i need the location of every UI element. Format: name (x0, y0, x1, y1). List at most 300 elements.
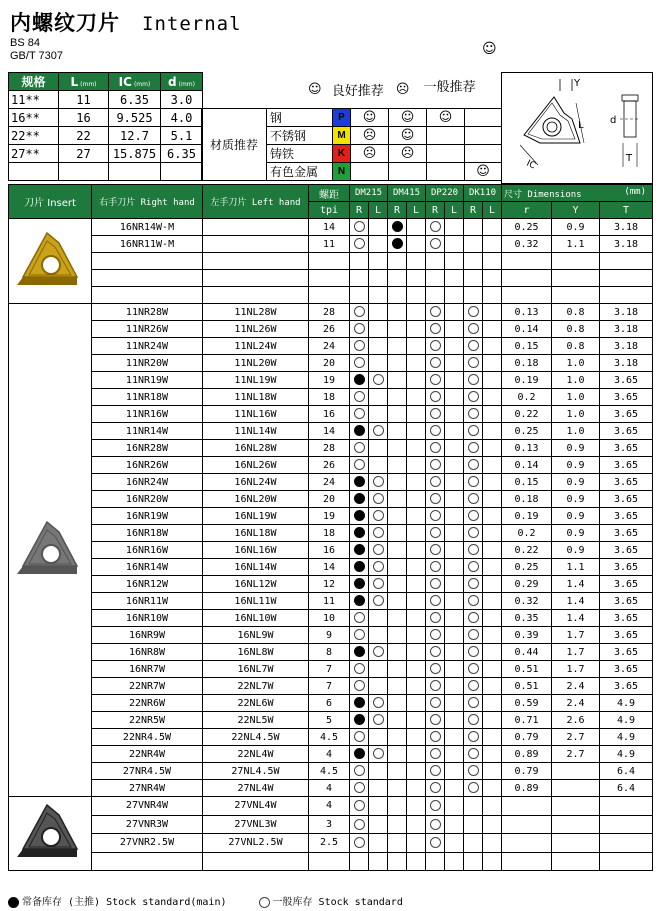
cell-stock (426, 695, 445, 712)
cell-right (92, 287, 203, 304)
spec-cell: 16** (9, 109, 59, 127)
cell-stock (388, 559, 407, 576)
cell-dim-r: 0.71 (502, 712, 552, 729)
cell-stock (388, 678, 407, 695)
cell-right: 27VNR2.5W (92, 834, 203, 853)
cell-dim-t: 4.9 (600, 712, 653, 729)
cell-stock (464, 815, 483, 834)
cell-stock (388, 746, 407, 763)
cell-stock (350, 644, 369, 661)
cell-stock (350, 440, 369, 457)
stock-general-icon (373, 578, 384, 589)
material-table (201, 108, 502, 181)
cell-dim-r: 0.29 (502, 576, 552, 593)
cell-dim-y: 1.7 (552, 627, 600, 644)
cell-stock (426, 440, 445, 457)
cell-stock (483, 423, 502, 440)
stock-general-icon (468, 442, 479, 453)
cell-stock (407, 389, 426, 406)
stock-general-icon (430, 595, 441, 606)
cell-stock (464, 304, 483, 321)
cell-dim-t (600, 253, 653, 270)
stock-general-icon (354, 442, 365, 453)
stock-general-icon (354, 612, 365, 623)
cell-stock (350, 559, 369, 576)
cell-stock (369, 712, 388, 729)
cell-tpi: 8 (309, 644, 350, 661)
cell-stock (426, 559, 445, 576)
cell-stock (407, 270, 426, 287)
cell-stock (350, 372, 369, 389)
insert-image (9, 304, 92, 797)
cell-stock (445, 236, 464, 253)
cell-stock (426, 236, 445, 253)
cell-stock (407, 491, 426, 508)
cell-stock (369, 852, 388, 871)
stock-general-icon (354, 731, 365, 742)
stock-general-icon (468, 612, 479, 623)
cell-stock (369, 321, 388, 338)
cell-stock (369, 763, 388, 780)
cell-stock (350, 304, 369, 321)
stock-general-icon (468, 629, 479, 640)
stock-general-icon (373, 476, 384, 487)
cell-stock (369, 780, 388, 797)
cell-tpi: 26 (309, 321, 350, 338)
cell-left: 16NL7W (203, 661, 309, 678)
cell-stock (369, 219, 388, 236)
table-row (9, 389, 653, 406)
cell-stock (426, 797, 445, 816)
cell-stock (426, 491, 445, 508)
cell-right: 27VNR4W (92, 797, 203, 816)
cell-stock (445, 338, 464, 355)
cell-stock (426, 253, 445, 270)
header-hand: L (369, 202, 388, 219)
cell-stock (407, 559, 426, 576)
cell-stock (388, 593, 407, 610)
cell-stock (426, 780, 445, 797)
cell-stock (407, 610, 426, 627)
smiley-good-icon: ☺ (400, 109, 415, 125)
cell-dim-y: 0.9 (552, 457, 600, 474)
stock-general-icon (468, 374, 479, 385)
stock-general-icon (430, 731, 441, 742)
cell-dim-r: 0.15 (502, 338, 552, 355)
material-mark (351, 145, 389, 163)
cell-dim-r: 0.32 (502, 236, 552, 253)
cell-stock (407, 338, 426, 355)
stock-general-icon (468, 731, 479, 742)
cell-right: 16NR11W-M (92, 236, 203, 253)
stock-general-icon (468, 561, 479, 572)
cell-stock (445, 593, 464, 610)
stock-general-icon (430, 510, 441, 521)
cell-tpi: 4 (309, 746, 350, 763)
stock-general-icon (468, 425, 479, 436)
smiley-general-icon: ☹ (395, 81, 410, 97)
stock-general-icon (430, 800, 441, 811)
cell-dim-r: 0.2 (502, 525, 552, 542)
table-row (9, 338, 653, 355)
cell-stock (483, 729, 502, 746)
cell-stock (464, 834, 483, 853)
material-name: 铸铁 (267, 145, 333, 163)
cell-tpi: 16 (309, 406, 350, 423)
cell-stock (426, 834, 445, 853)
cell-stock (445, 508, 464, 525)
table-row (9, 372, 653, 389)
cell-stock (426, 423, 445, 440)
cell-stock (426, 270, 445, 287)
cell-tpi (309, 287, 350, 304)
stock-general-icon (354, 391, 365, 402)
cell-stock (445, 559, 464, 576)
cell-dim-t: 3.18 (600, 219, 653, 236)
cell-dim-y: 1.4 (552, 610, 600, 627)
cell-stock (445, 729, 464, 746)
cell-stock (445, 355, 464, 372)
diagram-label-y: Y (574, 78, 581, 89)
table-row (9, 474, 653, 491)
cell-stock (483, 593, 502, 610)
header-insert: 刀片 Insert (9, 185, 92, 219)
cell-dim-y (552, 253, 600, 270)
cell-stock (407, 236, 426, 253)
spec-cell: 5.1 (161, 127, 203, 145)
cell-left: 11NL19W (203, 372, 309, 389)
header-hand: R (426, 202, 445, 219)
stock-general-icon (468, 493, 479, 504)
stock-general-icon (430, 765, 441, 776)
cell-right: 22NR6W (92, 695, 203, 712)
cell-stock (483, 525, 502, 542)
cell-dim-y (552, 834, 600, 853)
cell-dim-r: 0.19 (502, 372, 552, 389)
cell-stock (350, 525, 369, 542)
cell-stock (388, 610, 407, 627)
cell-dim-t: 3.18 (600, 355, 653, 372)
stock-general-icon (354, 782, 365, 793)
table-row (9, 491, 653, 508)
cell-tpi: 18 (309, 389, 350, 406)
cell-dim-r: 0.25 (502, 423, 552, 440)
spec-cell: 11 (59, 91, 109, 109)
cell-stock (464, 644, 483, 661)
cell-dim-r (502, 287, 552, 304)
stock-general-icon (468, 323, 479, 334)
stock-general-icon (468, 646, 479, 657)
cell-stock (369, 491, 388, 508)
cell-dim-t: 3.18 (600, 236, 653, 253)
stock-main-icon (354, 374, 365, 385)
cell-stock (350, 423, 369, 440)
header-hand: L (483, 202, 502, 219)
stock-general-icon (354, 629, 365, 640)
cell-tpi: 4.5 (309, 729, 350, 746)
cell-stock (369, 423, 388, 440)
cell-stock (464, 423, 483, 440)
cell-dim-y: 0.8 (552, 338, 600, 355)
cell-stock (426, 219, 445, 236)
stock-general-icon (468, 476, 479, 487)
cell-stock (407, 627, 426, 644)
cell-stock (426, 372, 445, 389)
cell-stock (445, 270, 464, 287)
cell-stock (407, 304, 426, 321)
cell-dim-r: 0.13 (502, 304, 552, 321)
cell-dim-y (552, 852, 600, 871)
cell-stock (445, 440, 464, 457)
stock-general-icon (430, 612, 441, 623)
cell-stock (426, 661, 445, 678)
cell-left: 11NL16W (203, 406, 309, 423)
cell-dim-t: 3.65 (600, 474, 653, 491)
cell-left: 16NL9W (203, 627, 309, 644)
cell-stock (426, 746, 445, 763)
cell-stock (464, 406, 483, 423)
cell-tpi: 7 (309, 678, 350, 695)
cell-dim-t: 3.65 (600, 406, 653, 423)
cell-stock (464, 797, 483, 816)
material-mark (427, 127, 465, 145)
header-dim-r: r (502, 202, 552, 219)
cell-dim-y: 1.4 (552, 576, 600, 593)
spec-cell: 11** (9, 91, 59, 109)
cell-stock (407, 474, 426, 491)
spec-cell (59, 163, 109, 181)
cell-stock (426, 815, 445, 834)
cell-stock (445, 780, 464, 797)
cell-stock (464, 321, 483, 338)
cell-tpi: 6 (309, 695, 350, 712)
smiley-good-icon: ☺ (400, 127, 415, 143)
cell-stock (407, 797, 426, 816)
header-grade: DM215 (350, 185, 388, 202)
diagram-label-l: L (578, 120, 584, 131)
cell-right: 16NR12W (92, 576, 203, 593)
cell-stock (426, 644, 445, 661)
cell-stock (350, 695, 369, 712)
cell-left (203, 253, 309, 270)
stock-main-icon (354, 425, 365, 436)
cell-stock (445, 321, 464, 338)
stock-general-icon (468, 408, 479, 419)
cell-right: 16NR9W (92, 627, 203, 644)
cell-stock (388, 474, 407, 491)
standard-code: BS 84 (10, 37, 40, 49)
cell-dim-y: 1.7 (552, 661, 600, 678)
stock-general-icon (373, 425, 384, 436)
cell-stock (445, 852, 464, 871)
stock-general-icon (430, 714, 441, 725)
cell-stock (388, 355, 407, 372)
stock-main-icon (354, 527, 365, 538)
cell-stock (369, 815, 388, 834)
cell-stock (369, 593, 388, 610)
cell-stock (369, 576, 388, 593)
cell-stock (464, 780, 483, 797)
cell-stock (483, 372, 502, 389)
table-row (9, 834, 653, 853)
cell-right: 16NR14W-M (92, 219, 203, 236)
cell-stock (483, 338, 502, 355)
cell-stock (407, 678, 426, 695)
cell-tpi: 24 (309, 474, 350, 491)
table-row (9, 815, 653, 834)
insert-grey-icon (15, 514, 85, 584)
cell-dim-y: 0.8 (552, 304, 600, 321)
cell-stock (483, 815, 502, 834)
header-hand: L (407, 202, 426, 219)
cell-right: 16NR20W (92, 491, 203, 508)
cell-stock (445, 287, 464, 304)
cell-dim-r (502, 270, 552, 287)
stock-general-icon (430, 374, 441, 385)
spec-cell: 22 (59, 127, 109, 145)
cell-right (92, 253, 203, 270)
cell-stock (426, 610, 445, 627)
cell-stock (426, 474, 445, 491)
cell-stock (464, 576, 483, 593)
material-code-tag: N (337, 166, 346, 177)
stock-general-icon (468, 306, 479, 317)
cell-dim-y (552, 797, 600, 816)
cell-right: 16NR11W (92, 593, 203, 610)
stock-general-icon (373, 697, 384, 708)
cell-stock (445, 746, 464, 763)
cell-stock (388, 542, 407, 559)
material-code (333, 145, 351, 163)
page-title: 内螺纹刀片 Internal (10, 11, 242, 35)
cell-dim-y: 1.0 (552, 389, 600, 406)
cell-stock (388, 287, 407, 304)
cell-stock (483, 712, 502, 729)
cell-stock (464, 729, 483, 746)
header-grade: DP220 (426, 185, 464, 202)
stock-general-icon (373, 714, 384, 725)
stock-general-icon (354, 765, 365, 776)
cell-stock (464, 763, 483, 780)
stock-general-icon (373, 544, 384, 555)
table-row (9, 559, 653, 576)
cell-dim-t: 3.65 (600, 491, 653, 508)
cell-stock (350, 780, 369, 797)
cell-stock (426, 576, 445, 593)
cell-dim-y: 0.9 (552, 525, 600, 542)
cell-stock (369, 253, 388, 270)
cell-stock (369, 525, 388, 542)
material-mark (389, 163, 427, 181)
cell-stock (445, 304, 464, 321)
cell-tpi: 19 (309, 508, 350, 525)
diagram-label-t: T (626, 153, 633, 164)
cell-stock (407, 253, 426, 270)
cell-stock (445, 695, 464, 712)
cell-dim-y: 1.1 (552, 236, 600, 253)
cell-stock (407, 576, 426, 593)
cell-stock (388, 321, 407, 338)
cell-dim-y: 0.9 (552, 542, 600, 559)
header-tpi: tpi (309, 202, 350, 219)
cell-left: 16NL26W (203, 457, 309, 474)
spec-cell: 6.35 (109, 91, 161, 109)
cell-tpi: 4.5 (309, 763, 350, 780)
cell-right: 22NR4W (92, 746, 203, 763)
cell-stock (445, 834, 464, 853)
cell-dim-r: 0.51 (502, 661, 552, 678)
table-row (9, 627, 653, 644)
stock-general-icon (468, 357, 479, 368)
cell-stock (464, 440, 483, 457)
cell-stock (464, 593, 483, 610)
smiley-good-icon: ☺ (362, 109, 377, 125)
cell-stock (464, 661, 483, 678)
table-row (9, 746, 653, 763)
stock-general-icon (430, 680, 441, 691)
cell-dim-r: 0.89 (502, 780, 552, 797)
cell-stock (445, 815, 464, 834)
table-row (9, 457, 653, 474)
spec-table (8, 72, 203, 181)
cell-stock (350, 797, 369, 816)
cell-stock (445, 610, 464, 627)
stock-general-icon (354, 663, 365, 674)
cell-stock (369, 287, 388, 304)
spec-cell (109, 163, 161, 181)
spec-cell (9, 163, 59, 181)
table-row (9, 576, 653, 593)
cell-right: 16NR16W (92, 542, 203, 559)
stock-general-icon (430, 323, 441, 334)
table-row (9, 661, 653, 678)
material-code (333, 127, 351, 145)
header-pitch: 螺距 (309, 185, 350, 202)
cell-stock (369, 695, 388, 712)
cell-tpi (309, 270, 350, 287)
material-mark (427, 145, 465, 163)
stock-main-icon (354, 561, 365, 572)
cell-stock (464, 338, 483, 355)
cell-dim-y: 2.7 (552, 746, 600, 763)
cell-stock (464, 610, 483, 627)
cell-stock (426, 852, 445, 871)
cell-dim-r (502, 797, 552, 816)
stock-general-icon (430, 442, 441, 453)
cell-dim-t: 6.4 (600, 763, 653, 780)
cell-stock (369, 440, 388, 457)
cell-tpi: 11 (309, 593, 350, 610)
stock-general-icon (430, 578, 441, 589)
stock-general-icon (354, 408, 365, 419)
cell-dim-t: 3.65 (600, 525, 653, 542)
table-row (9, 610, 653, 627)
cell-left: 16NL28W (203, 440, 309, 457)
cell-right: 16NR28W (92, 440, 203, 457)
cell-right: 16NR8W (92, 644, 203, 661)
table-row (9, 712, 653, 729)
cell-stock (369, 627, 388, 644)
cell-left: 11NL18W (203, 389, 309, 406)
stock-general-icon (468, 714, 479, 725)
cell-dim-t: 3.18 (600, 304, 653, 321)
insert-table (8, 184, 653, 871)
stock-general-icon (468, 544, 479, 555)
cell-left: 27NL4W (203, 780, 309, 797)
cell-stock (445, 678, 464, 695)
cell-dim-r: 0.51 (502, 678, 552, 695)
stock-general-icon (468, 680, 479, 691)
